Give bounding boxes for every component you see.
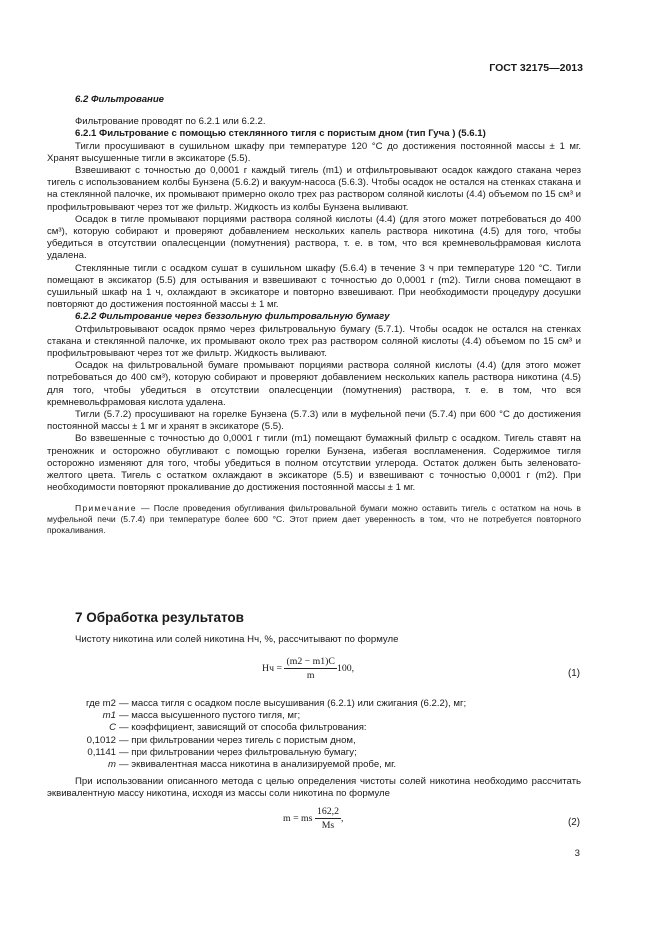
formula-legend <box>47 698 581 771</box>
formula-1 <box>262 656 354 681</box>
formula-1-denominator: m <box>306 670 315 681</box>
legend-symbol: m1 <box>102 710 116 722</box>
standard-header: ГОСТ 32175—2013 <box>489 62 583 74</box>
paragraph: Взвешивают с точностью до 0,0001 г каждый тигель (m1) и отфильтровывают осадок каждого стакана через тигель с использованием колбы Бунзена (5.6.2) и вакуум-насоса (5.6.3). Чтобы осадок не остался на стенках стакана и на стеклянной палочке, их промывают примерно около трех раз раствором соляной кислоты (4.4) объемом по 15 см³ и профильтровывают через тот же фильтр. Жидкость из колбы Бунзена выливают. <box>47 165 581 213</box>
legend-row <box>47 722 581 734</box>
legend-text: — при фильтровании через фильтровальную бумагу; <box>119 746 357 758</box>
paragraph: Тигли просушивают в сушильном шкафу при температуре 120 °C до достижения постоянной массы ± 1 мг. Хранят высушенные тигли в эксикаторе (5.5). <box>47 140 581 164</box>
legend-row <box>47 698 581 710</box>
equation-number-1: (1) <box>568 668 580 679</box>
legend-text: — коэффициент, зависящий от способа фильтрования: <box>119 722 367 734</box>
subsection-6-2-2-title: 6.2.2 Фильтрование через беззольную фильтровальную бумагу <box>75 311 390 323</box>
subsection-6-2-1-title: 6.2.1 Фильтрование с помощью стеклянного тигля с пористым дном (тип Гуча ) (5.6.1) <box>75 128 486 140</box>
equation-number-2: (2) <box>568 817 580 828</box>
paragraph-intro: Фильтрование проводят по 6.2.1 или 6.2.2. <box>75 116 266 128</box>
section-7-title: 7 Обработка результатов <box>75 610 244 625</box>
legend-text: — эквивалентная масса никотина в анализируемой пробе, мг. <box>119 759 397 771</box>
section-6-2 <box>47 94 581 536</box>
paragraph: Осадок в тигле промывают порциями раствора соляной кислоты (4.4) (для этого может потребоваться до 400 см³), которую собирают и проверяют добавлением нескольких капель раствора никотина (4.5) для того, чтобы убедиться в отсутствии опалесценции (помутнения) раствора, т. е. в том, что вся кремневольфрамовая кислота удалена. <box>47 213 581 262</box>
legend-symbol: m <box>108 759 116 771</box>
formula-1-fraction <box>284 656 337 681</box>
formula-2-numerator: 162,2 <box>316 806 339 817</box>
paragraph: Осадок на фильтровальной бумаге промывают порциями раствора соляной кислоты (4.4) (для этого может потребоваться до 400 см³), которую собирают и проверяют добавлением нескольких капель раствора никотина (4.5) для того, чтобы убедиться в отсутствии опалесценции (помутнения) раствора, т. е. в том, что вся кремневольфрамовая кислота удалена. <box>47 360 581 408</box>
page-number: 3 <box>574 848 580 859</box>
formula-1-tail: 100, <box>336 662 355 674</box>
paragraph: Стеклянные тигли с осадком сушат в сушильном шкафу (5.6.4) в течение 3 ч при температуре 120 °C. Тигли помещают в эксикатор (5.5) для остывания и взвешивают с точностью до 0,0001 г (m2). Тигли снова помещают в сушильный шкаф на 1 ч, охлаждают в эксикаторе и повторно взвешивают. При необходимости процедуру досушки повторяют до достижения постоянной массы ± 1 мг. <box>47 262 581 311</box>
legend-text: — масса высушенного пустого тигля, мг; <box>119 710 301 722</box>
section-7-paragraph <box>47 776 581 800</box>
legend-row <box>47 759 581 771</box>
formula-2 <box>283 806 343 831</box>
formula-2-denominator: Ms <box>321 820 335 831</box>
note-text: — После проведения обугливания фильтровальной бумаги можно оставить тигель с остатком на ночь в муфельной печи (5.7.4) при температуре более 600 °C. Этот прием дает уверенность в том, что не потребуется повторного прокаливания. <box>47 502 581 535</box>
formula-1-lhs: Hч = <box>262 662 282 674</box>
paragraph: Во взвешенные с точностью до 0,0001 г тигли (m1) помещают бумажный фильтр с осадком. Тигель ставят на треножник и осторожно обугливают с помощью горелки Бунзена, избегая воспламенения. Содержимое тигля осторожно изменяют для того, чтобы убедиться в полном отсутствии углерода. Остаток должен быть зеленовато-желтого цвета. Тигель с остатком охлаждают в эксикаторе (5.5) и взвешивают с точностью 0,0001 г (m2). При необходимости повторяют прокаливание до достижения постоянной массы ± 1 мг. <box>47 433 581 494</box>
legend-symbol: где m2 <box>86 698 116 709</box>
legend-symbol: 0,1141 <box>87 746 116 758</box>
note-label: Примечание <box>75 502 137 513</box>
legend-symbol: C <box>109 722 116 734</box>
legend-row <box>47 747 581 759</box>
legend-symbol: 0,1012 <box>86 734 116 746</box>
section-6-2-title: 6.2 Фильтрование <box>75 94 165 105</box>
paragraph: При использовании описанного метода с целью определения чистоты солей никотина необходимо рассчитать эквивалентную массу никотина, исходя из массы соли никотина по формуле <box>47 776 581 800</box>
section-7-intro <box>47 634 581 646</box>
note <box>47 503 581 536</box>
formula-2-tail: , <box>340 812 344 824</box>
paragraph: Отфильтровывают осадок прямо через фильтровальную бумагу (5.7.1). Чтобы осадок не остался на стенках стакана и стеклянной палочке, их промывают около трех раз раствором соляной кислоты (4.4) объемом по 15 см³ и профильтровывают через тот же фильтр. Жидкость выливают. <box>47 323 581 360</box>
legend-text: — масса тигля с осадком после высушивания (6.2.1) или сжигания (6.2.2), мг; <box>119 698 467 709</box>
legend-row <box>47 710 581 722</box>
formula-2-fraction <box>315 806 344 831</box>
legend-row <box>47 735 581 747</box>
formula-1-numerator: (m2 − m1)C <box>286 656 335 667</box>
paragraph: Чистоту никотина или солей никотина Hч, %, рассчитывают по формуле <box>75 634 399 645</box>
paragraph: Тигли (5.7.2) просушивают на горелке Бунзена (5.7.3) или в муфельной печи (5.7.4) при 600 °C до достижения постоянной массы ± 1 мг и хранят в эксикаторе (5.5). <box>47 409 581 433</box>
formula-2-lhs: m = ms <box>283 812 313 824</box>
legend-text: — при фильтровании через тигель с пористым дном, <box>119 734 356 746</box>
